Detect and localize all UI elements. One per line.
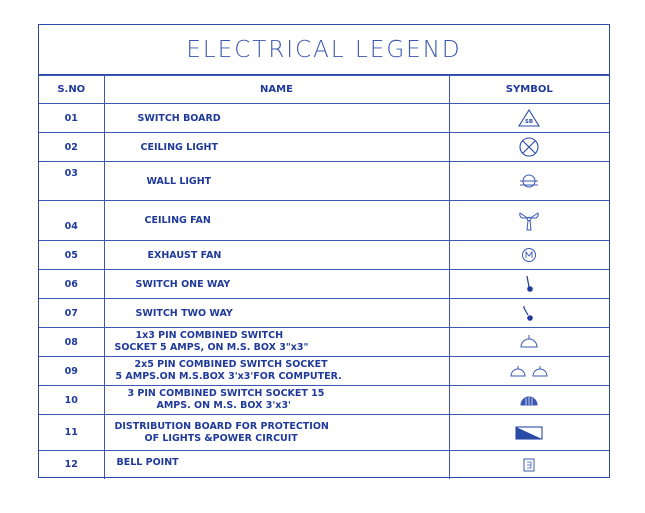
switch-board-symbol-text: SB xyxy=(525,119,534,125)
legend-row xyxy=(39,357,609,386)
bell-point-symbol-icon xyxy=(449,451,609,479)
switch-board-symbol-icon xyxy=(449,104,609,133)
row-sno: 07 xyxy=(39,299,104,328)
legend-row xyxy=(39,201,609,241)
row-name-line: DISTRIBUTION BOARD FOR PROTECTION xyxy=(114,420,329,432)
ceiling-light-symbol-icon xyxy=(449,133,609,162)
legend-row xyxy=(39,299,609,328)
row-sno: 01 xyxy=(39,104,104,133)
row-sno: 05 xyxy=(39,241,104,270)
row-name-line: SOCKET 5 AMPS, ON M.S. BOX 3"x3" xyxy=(114,342,309,353)
row-name-line: 1x3 PIN COMBINED SWITCH xyxy=(135,330,284,341)
legend-title: ELECTRICAL LEGEND xyxy=(39,25,609,75)
socket-5a-symbol-icon xyxy=(449,328,609,357)
row-sno: 09 xyxy=(39,357,104,386)
row-name: CEILING FAN xyxy=(104,201,449,241)
row-sno: 02 xyxy=(39,133,104,162)
row-sno: 12 xyxy=(39,451,104,479)
distribution-board-symbol-icon xyxy=(449,415,609,451)
row-name xyxy=(104,328,449,357)
row-name xyxy=(104,415,449,451)
legend-grid xyxy=(39,75,609,479)
row-sno: 04 xyxy=(39,201,104,241)
row-name: EXHAUST FAN xyxy=(104,241,449,270)
socket-15a-symbol-icon xyxy=(449,386,609,415)
switch-two-way-symbol-icon xyxy=(449,299,609,328)
legend-row xyxy=(39,415,609,451)
row-sno: 10 xyxy=(39,386,104,415)
row-name-line: 5 AMPS.ON M.S.BOX 3'x3'FOR COMPUTER. xyxy=(115,371,342,382)
row-sno: 03 xyxy=(39,162,104,201)
legend-row xyxy=(39,386,609,415)
row-name: SWITCH ONE WAY xyxy=(104,270,449,299)
legend-row xyxy=(39,451,609,479)
computer-socket-symbol-icon xyxy=(449,357,609,386)
row-name-line: 3 PIN COMBINED SWITCH SOCKET 15 xyxy=(127,388,325,399)
header-row xyxy=(39,76,609,104)
legend-row xyxy=(39,241,609,270)
ceiling-fan-symbol-icon xyxy=(449,201,609,241)
row-name: WALL LIGHT xyxy=(104,162,449,201)
legend-row xyxy=(39,162,609,201)
row-sno: 08 xyxy=(39,328,104,357)
row-name-line: 2x5 PIN COMBINED SWITCH SOCKET xyxy=(134,359,328,370)
row-name: BELL POINT xyxy=(104,451,449,479)
header-name: NAME xyxy=(104,76,449,104)
row-name xyxy=(104,386,449,415)
legend-row xyxy=(39,133,609,162)
wall-light-symbol-icon xyxy=(449,162,609,201)
row-name-line: AMPS. ON M.S. BOX 3'x3' xyxy=(156,400,291,411)
row-sno: 06 xyxy=(39,270,104,299)
electrical-legend-table xyxy=(38,24,610,478)
legend-row xyxy=(39,328,609,357)
row-name: SWITCH TWO WAY xyxy=(104,299,449,328)
row-name: CEILING LIGHT xyxy=(104,133,449,162)
header-sno: S.NO xyxy=(39,76,104,104)
row-name: SWITCH BOARD xyxy=(104,104,449,133)
exhaust-fan-symbol-icon xyxy=(449,241,609,270)
legend-row xyxy=(39,270,609,299)
legend-row xyxy=(39,104,609,133)
row-name-line: OF LIGHTS &POWER CIRCUIT xyxy=(144,432,298,444)
switch-one-way-symbol-icon xyxy=(449,270,609,299)
row-name xyxy=(104,357,449,386)
row-sno: 11 xyxy=(39,415,104,451)
header-symbol: SYMBOL xyxy=(449,76,609,104)
